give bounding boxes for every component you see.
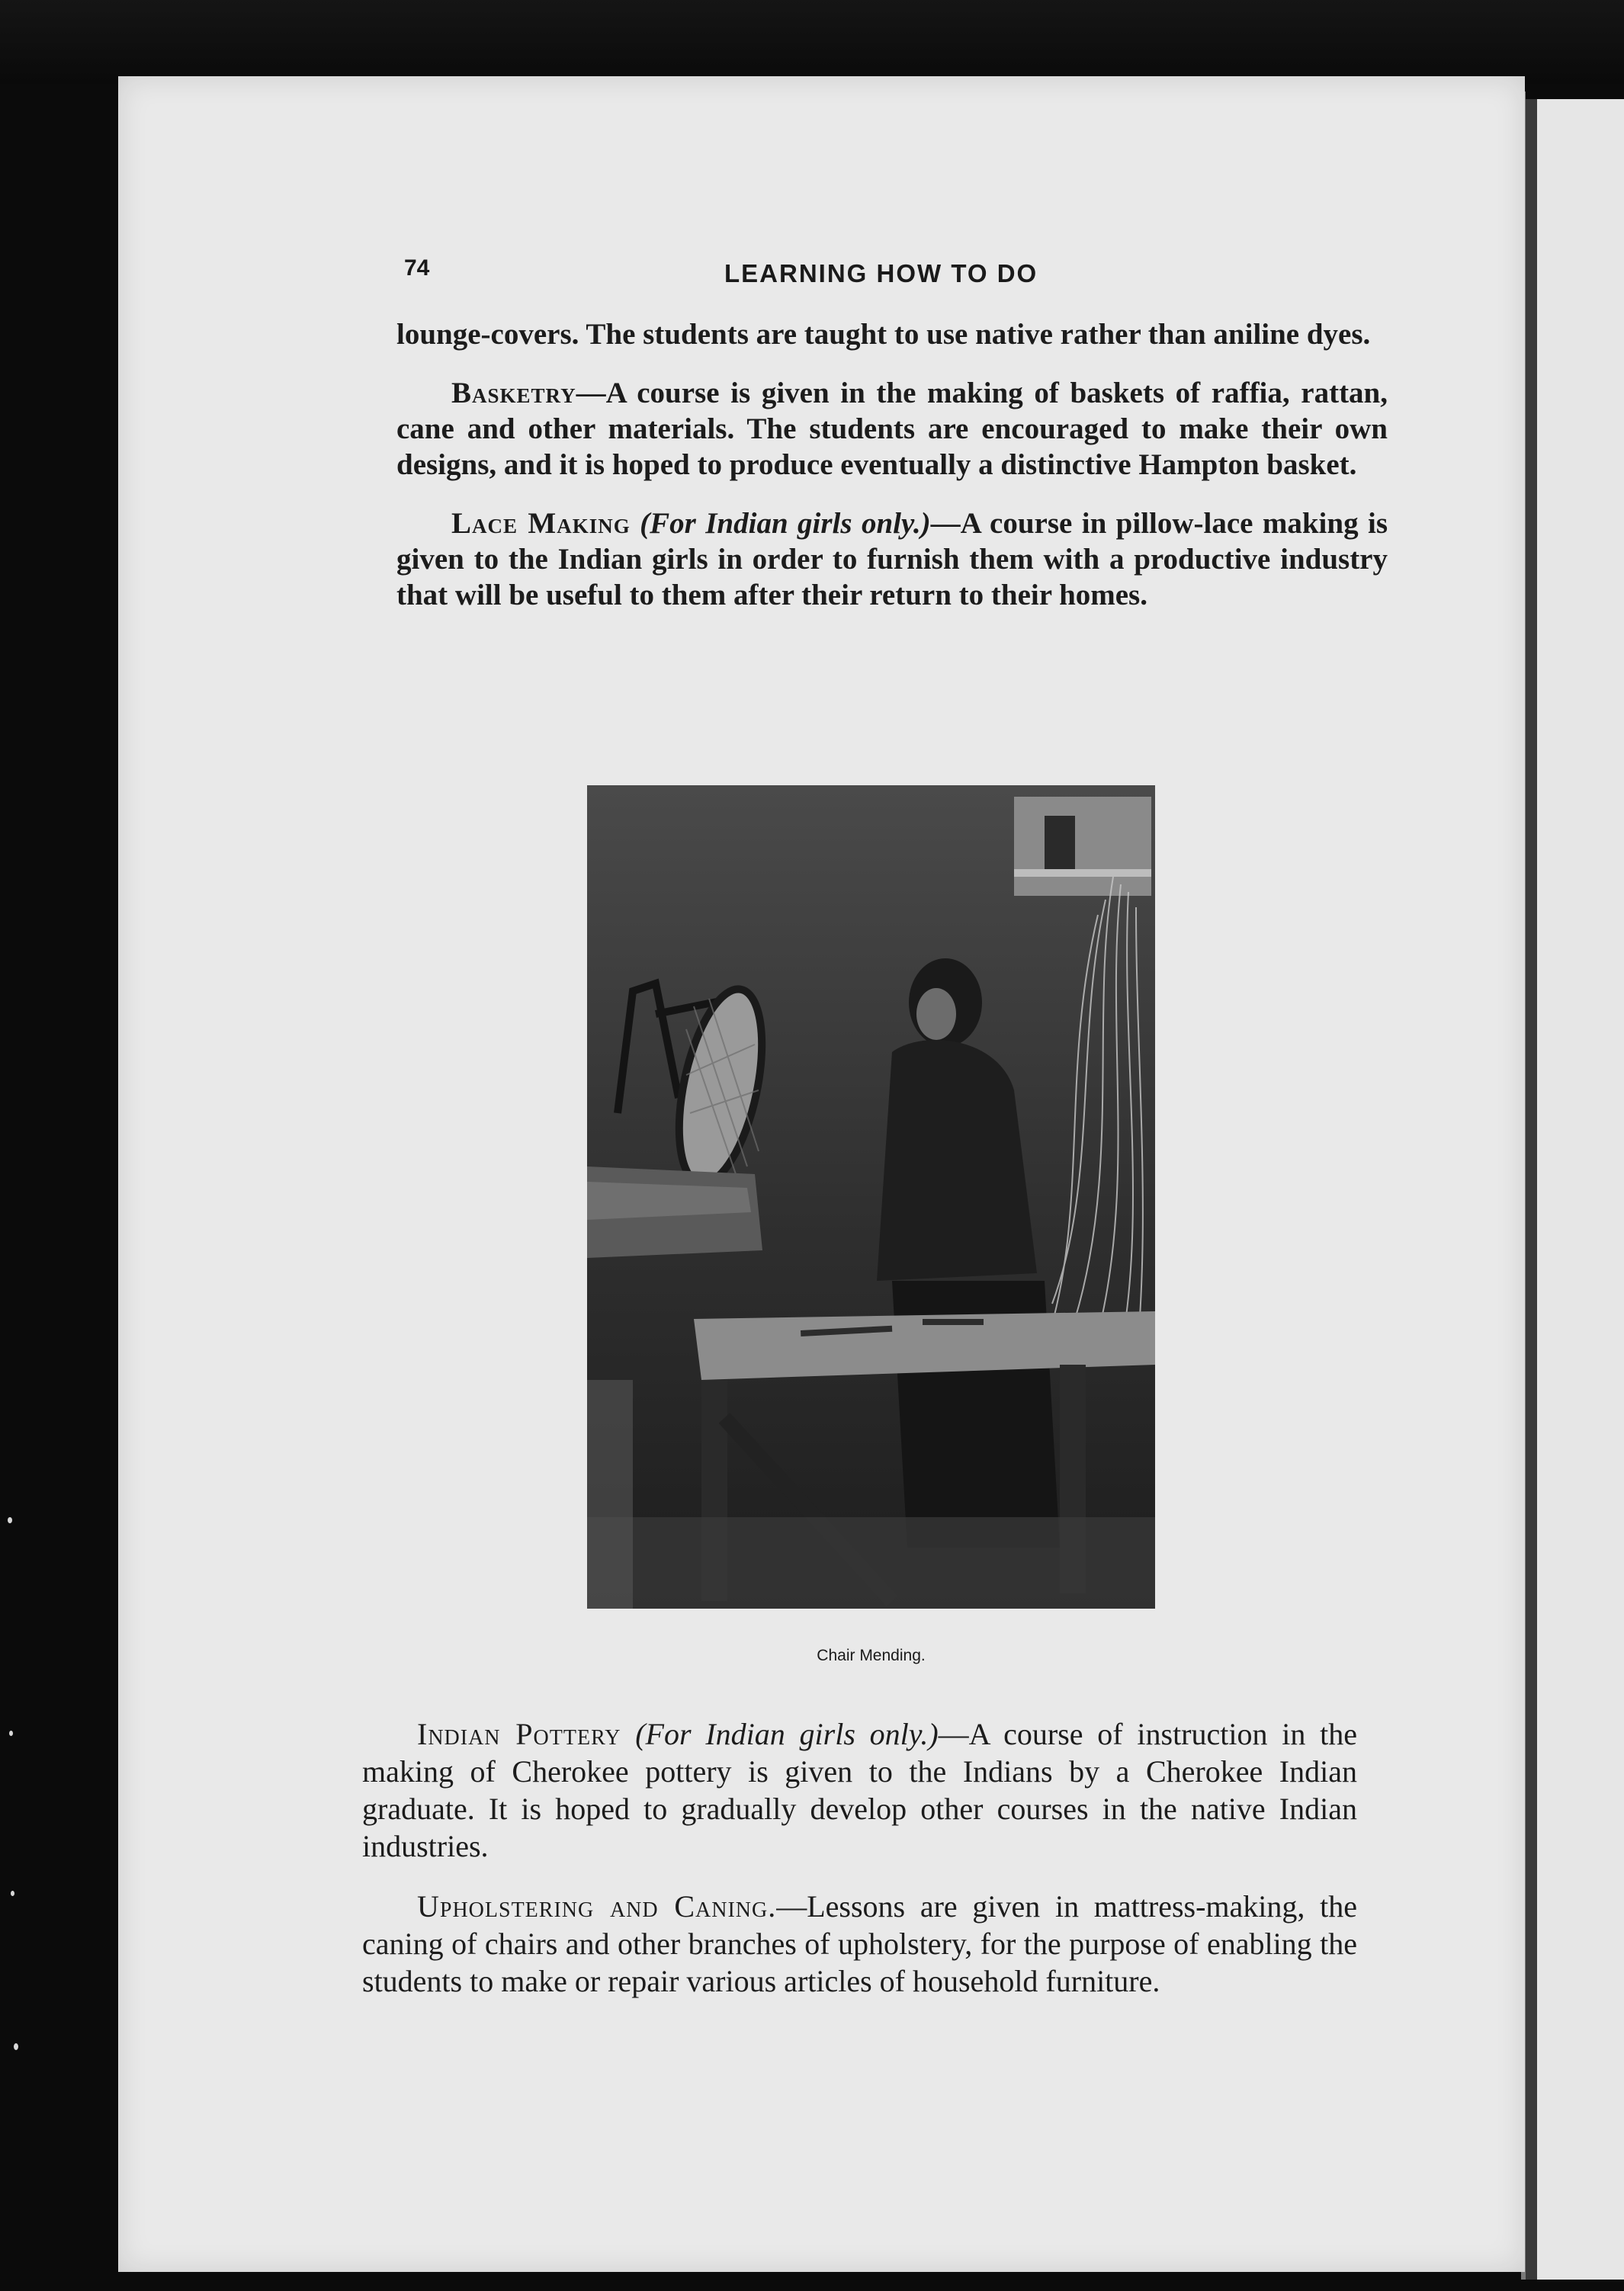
lower-text-section bbox=[362, 1715, 1357, 2023]
running-head bbox=[404, 252, 1380, 297]
upper-text-section bbox=[396, 316, 1388, 636]
facing-page-edge bbox=[1525, 99, 1624, 2280]
paragraph-heading: Indian Pottery bbox=[417, 1717, 621, 1751]
paragraph-lounge-covers bbox=[396, 316, 1388, 352]
paragraph-text: —A course in pillow-lace making is given to the Indian girls in order to furnish them with a productive industry that will be useful to them after their return to their homes. bbox=[396, 507, 1388, 611]
paragraph-upholstering bbox=[362, 1888, 1357, 2000]
paragraph-heading: Lace Making bbox=[451, 507, 631, 540]
paragraph-text: lounge-covers. The students are taught to use native rather than aniline dyes. bbox=[396, 318, 1371, 351]
paragraph-lace-making bbox=[396, 505, 1388, 613]
scan-background-top bbox=[0, 0, 1624, 84]
paragraph-subtitle: (For Indian girls only.) bbox=[640, 507, 931, 540]
paragraph-basketry bbox=[396, 375, 1388, 483]
paragraph-text: —A course is given in the making of baskets of raffia, rattan, cane and other materials. The students are encouraged to make their own designs, and it is hoped to produce eventually a distinctive Hampton basket. bbox=[396, 377, 1388, 481]
chair-mending-photo bbox=[587, 785, 1155, 1609]
photo-caption: Chair Mending. bbox=[817, 1647, 926, 1664]
paragraph-text: —Lessons are given in mattress-making, the caning of chairs and other branches of upholstery, for the purpose of enabling the students to make or repair various articles of household furniture. bbox=[362, 1889, 1357, 1998]
paragraph-subtitle: (For Indian girls only.) bbox=[635, 1717, 939, 1751]
paragraph-indian-pottery bbox=[362, 1715, 1357, 1865]
running-title: LEARNING HOW TO DO bbox=[724, 259, 1038, 287]
paragraph-heading: Basketry bbox=[451, 377, 576, 409]
paragraph-heading: Upholstering and Caning. bbox=[417, 1889, 777, 1924]
paragraph-text: —A course of instruction in the making of Cherokee pottery is given to the Indians by a Cherokee Indian graduate. It is hoped to gradually develop other courses in the native Indian industries. bbox=[362, 1717, 1358, 1863]
photo-illustration bbox=[587, 785, 1155, 1609]
page-number: 74 bbox=[404, 255, 430, 281]
